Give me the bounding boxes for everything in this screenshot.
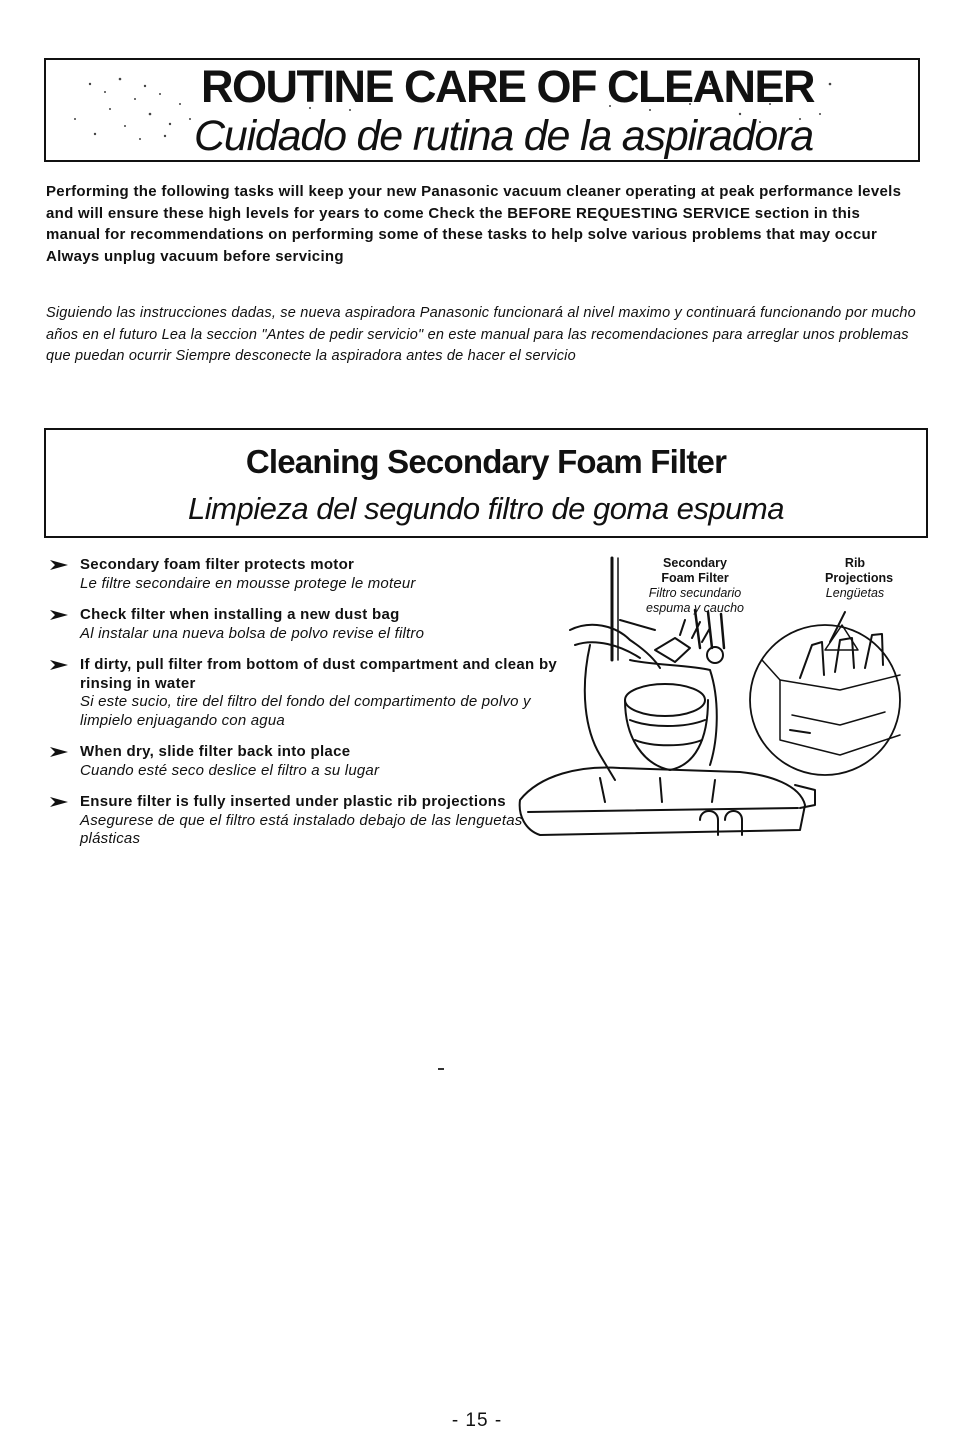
page-subtitle: Cuidado de rutina de la aspiradora bbox=[194, 112, 813, 160]
bullet-english: Check filter when installing a new dust bag bbox=[80, 606, 400, 623]
bullet-spanish: Si este sucio, tire del filtro del fondo del compartimento de polvo y limpielo enjuagando con agua bbox=[80, 693, 531, 729]
label-rib-es: Lengüetas bbox=[825, 586, 885, 600]
bullet-spanish: Al instalar una nueva bolsa de polvo revise el filtro bbox=[80, 624, 425, 642]
label-secondary-foam-filter bbox=[630, 556, 760, 616]
arrow-bullet-icon bbox=[50, 608, 68, 622]
bullet-english: Secondary foam filter protects motor bbox=[80, 556, 355, 573]
page-title: ROUTINE CARE OF CLEANER bbox=[201, 61, 815, 112]
intro-spanish: Siguiendo las instrucciones dadas, se nueva aspiradora Panasonic funcionará al nivel maximo y continuará funcionando por mucho años en el futuro Lea la seccion "Antes de pedir servicio" en este manual para las recomendaciones para arreglar unos problemas que puedan ocurrir Siempre desconecte la aspiradora antes de hacer el servicio bbox=[46, 305, 916, 364]
label-rib-projections bbox=[805, 556, 905, 601]
label-rib-en: Rib Projections bbox=[825, 556, 894, 585]
bullet-english: When dry, slide filter back into place bbox=[80, 743, 351, 760]
bullet-spanish: Asegurese de que el filtro está instalado debajo de las lenguetas plásticas bbox=[80, 811, 523, 847]
section-title: Cleaning Secondary Foam Filter bbox=[245, 443, 727, 480]
section-subtitle: Limpieza del segundo filtro de goma espuma bbox=[188, 491, 784, 526]
bullet-spanish: Le filtre secondaire en mousse protege le moteur bbox=[80, 574, 416, 592]
header-box bbox=[44, 58, 920, 162]
intro-english: Performing the following tasks will keep your new Panasonic vacuum cleaner operating at peak performance levels and will ensure these high levels for years to come Check the BEFORE REQUESTING SERVICE section in this manual for recommendations on performing some of these tasks to help solve various problems that may occur Always unplug vacuum before servicing bbox=[46, 183, 902, 265]
section-heading-box bbox=[44, 428, 928, 538]
bullet-english: Ensure filter is fully inserted under plastic rib projections bbox=[80, 793, 506, 810]
label-filter-en: Secondary Foam Filter bbox=[661, 556, 729, 585]
arrow-bullet-icon bbox=[50, 795, 68, 809]
bullet-english: If dirty, pull filter from bottom of dust compartment and clean by rinsing in water bbox=[80, 656, 558, 692]
label-filter-es: Filtro secundario espuma y caucho bbox=[646, 586, 744, 615]
page-number: - 15 - bbox=[451, 1410, 503, 1431]
arrow-bullet-icon bbox=[50, 658, 68, 672]
stray-dash bbox=[438, 1068, 444, 1070]
arrow-bullet-icon bbox=[50, 745, 68, 759]
vacuum-illustration bbox=[480, 550, 920, 850]
arrow-bullet-icon bbox=[50, 558, 68, 572]
bullet-spanish: Cuando esté seco deslice el filtro a su lugar bbox=[80, 761, 380, 779]
